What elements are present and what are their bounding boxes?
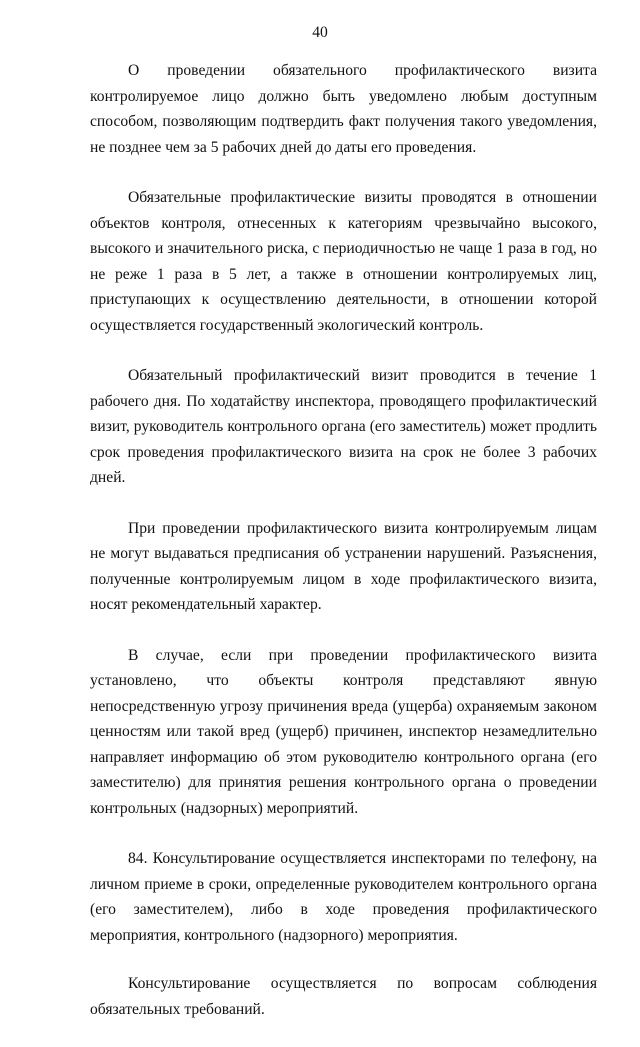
paragraph-no-orders: При проведении профилактического визита контролируемым лицам не могут выдаваться предписания об устранении нарушений. Разъяснения, полученные контролируемым лицом в ходе профилактического визита, носят рекомендательный характер. [90,519,597,613]
document-body [90,58,597,1047]
page-number: 40 [312,24,328,41]
paragraph-visit-duration: Обязательный профилактический визит проводится в течение 1 рабочего дня. По ходатайству инспектора, проводящего профилактический визит, руководитель контрольного органа (его заместитель) может продлить срок проведения профилактического визита на срок не более 3 рабочих дней. [90,367,597,486]
paragraph-threat-detected: В случае, если при проведении профилактического визита установлено, что объекты контроля представляют явную непосредственную угрозу причинения вреда (ущерба) охраняемым законом ценностям или такой вред (ущерб) причинен, инспектор незамедлительно направляет информацию об этом руководителю контрольного органа (его заместителю) для принятия решения контрольного органа о проведении контрольных (надзорных) мероприятий. [90,646,597,817]
paragraph-mandatory-visits: Обязательные профилактические визиты проводятся в отношении объектов контроля, отнесенных к категориям чрезвычайно высокого, высокого и значительного риска, с периодичностью не чаще 1 раза в год, но не реже 1 раза в 5 лет, а также в отношении контролируемых лиц, приступающих к осуществлению деятельности, в отношении которой осуществляется государственный экологический контроль. [90,189,597,334]
paragraph-consulting-topics: Консультирование осуществляется по вопросам соблюдения обязательных требований. [90,975,597,1018]
paragraph-consulting-84: 84. Консультирование осуществляется инспекторами по телефону, на личном приеме в сроки, определенные руководителем контрольного органа (его заместителем), либо в ходе проведения профилактического мероприятия, контрольного (надзорного) мероприятия. [90,850,597,944]
paragraph-visit-notification: О проведении обязательного профилактического визита контролируемое лицо должно быть уведомлено любым доступным способом, позволяющим подтвердить факт получения такого уведомления, не позднее чем за 5 рабочих дней до даты его проведения. [90,62,597,156]
